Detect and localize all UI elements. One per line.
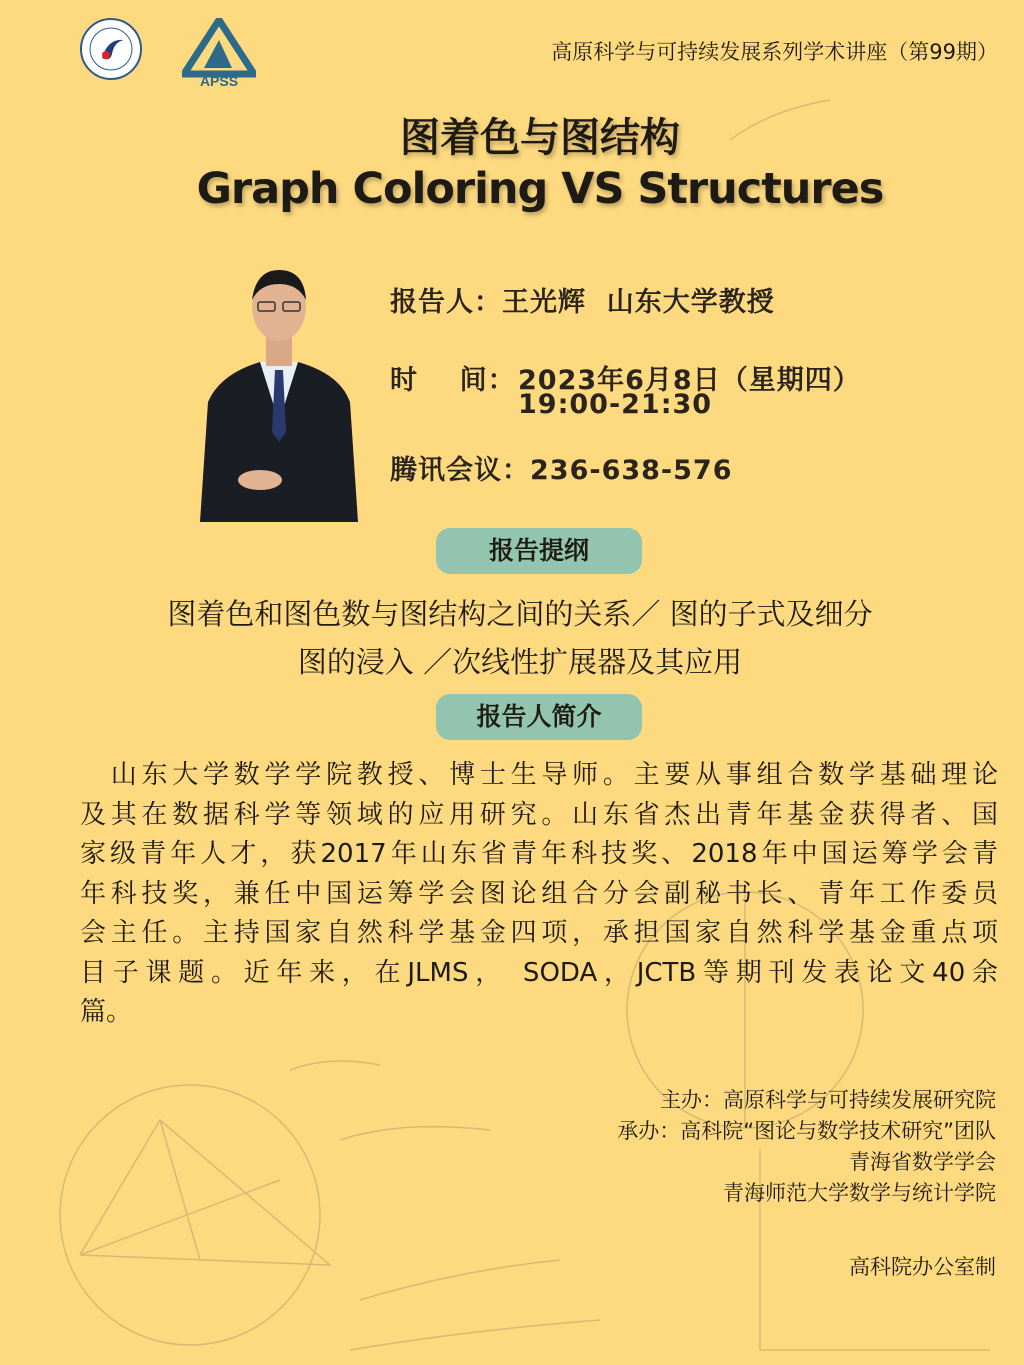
co-host-2: 青海省数学学会 bbox=[849, 1150, 996, 1174]
outline-line: 图的浸入 ／次线性扩展器及其应用 bbox=[297, 645, 743, 679]
date-text: 2023年6月8日（星期四） bbox=[518, 365, 861, 396]
lecture-series-label: 高原科学与可持续发展系列学术讲座（第99期） bbox=[551, 40, 998, 64]
bio-line: 及其在数据科学等领域的应用研究。山东省杰出青年基金获得者、国 bbox=[80, 799, 998, 830]
co-host: 承办：高科院“图论与数学技术研究”团队 bbox=[617, 1119, 996, 1143]
bio-line: 目子课题。近年来，在JLMS， SODA，JCTB等期刊发表论文40余 bbox=[80, 957, 998, 988]
title-english: Graph Coloring VS Structures bbox=[196, 164, 884, 214]
organizers bbox=[617, 1085, 996, 1209]
made-by: 高科院办公室制 bbox=[849, 1255, 996, 1279]
tencent-meeting-id: 腾讯会议：236-638-576 bbox=[390, 455, 733, 486]
svg-text:APSS: APSS bbox=[199, 73, 239, 88]
outline-line: 图着色和图色数与图结构之间的关系／ 图的子式及细分 bbox=[167, 597, 873, 631]
host: 主办：高原科学与可持续发展研究院 bbox=[660, 1088, 996, 1112]
bio-line: 山东大学数学学院教授、博士生导师。主要从事组合数学基础理论 bbox=[80, 760, 998, 790]
speaker-info: 报告人：王光辉 山东大学教授 bbox=[390, 287, 775, 318]
bio-line: 年科技奖，兼任中国运筹学会图论组合分会副秘书长、青年工作委员 bbox=[80, 878, 998, 909]
bio-line: 家级青年人才，获2017年山东省青年科技奖、2018年中国运筹学会青 bbox=[80, 839, 998, 869]
co-host-3: 青海师范大学数学与统计学院 bbox=[723, 1181, 996, 1205]
bio-section-title: 报告人简介 bbox=[436, 694, 642, 740]
outline-section-title: 报告提纲 bbox=[436, 528, 642, 574]
university-seal-logo bbox=[80, 18, 142, 80]
bio-line: 会主任。主持国家自然科学基金四项，承担国家自然科学基金重点项 bbox=[80, 918, 998, 948]
apss-logo bbox=[182, 18, 256, 88]
time-label: 时 间： bbox=[390, 365, 516, 396]
time-text: 19:00-21:30 bbox=[518, 389, 713, 420]
title-chinese: 图着色与图结构 bbox=[400, 115, 680, 161]
speaker-photo bbox=[200, 262, 358, 522]
speaker-bio bbox=[80, 756, 998, 1033]
bio-line: 篇。 bbox=[80, 997, 133, 1027]
